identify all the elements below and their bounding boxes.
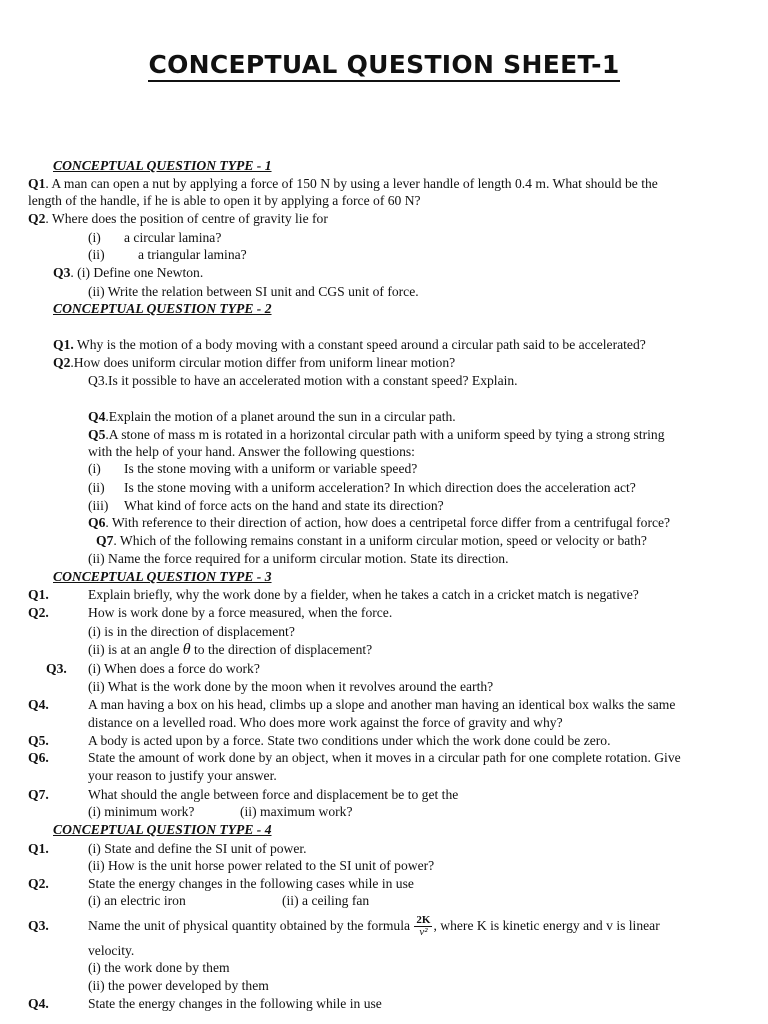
type4-q2-i: (i) an electric iron (88, 893, 186, 908)
section-heading-type-2: CONCEPTUAL QUESTION TYPE - 2 (53, 301, 272, 316)
type2-q4: Q4.Explain the motion of a planet around the sun in a circular path. (88, 409, 456, 424)
type3-q1-num: Q1. (28, 587, 49, 602)
type4-q4-num: Q4. (28, 996, 49, 1011)
section-heading-type-1: CONCEPTUAL QUESTION TYPE - 1 (53, 158, 272, 173)
type4-q1-ii: (ii) How is the unit horse power related to the SI unit of power? (88, 858, 435, 873)
type1-q2: Q2. Where does the position of centre of gravity lie for (28, 211, 328, 226)
type2-q5-ii-num: (ii) (88, 480, 105, 495)
type4-q1-num: Q1. (28, 841, 49, 856)
type4-q2-ii: (ii) a ceiling fan (282, 893, 370, 908)
type2-q1: Q1. Why is the motion of a body moving with a constant speed around a circular path said to be accelerated? (53, 337, 646, 352)
type3-q2-i: (i) is in the direction of displacement? (88, 624, 295, 639)
type3-q6-num: Q6. (28, 750, 49, 765)
type3-q4: A man having a box on his head, climbs up a slope and another man having an identical box walks the same (88, 697, 676, 712)
type4-q3-i: (i) the work done by them (88, 960, 230, 975)
type1-q2-i-num: (i) (88, 230, 101, 245)
type2-q5-i: Is the stone moving with a uniform or variable speed? (124, 461, 418, 476)
page-title: CONCEPTUAL QUESTION SHEET-1 (0, 50, 768, 79)
type1-q1: Q1. A man can open a nut by applying a force of 150 N by using a lever handle of length 0.4 m. What should be the (28, 176, 658, 191)
type3-q5: A body is acted upon by a force. State two conditions under which the work done could be zero. (88, 733, 611, 748)
type1-q2-ii: a triangular lamina? (138, 247, 247, 262)
type3-q7-ii: (ii) maximum work? (240, 804, 353, 819)
type3-q7-i: (i) minimum work? (88, 804, 195, 819)
type1-q1-cont: length of the handle, if he is able to open it by applying a force of 60 N? (28, 193, 421, 208)
type3-q3-i: (i) When does a force do work? (88, 661, 260, 676)
type4-q2: State the energy changes in the following cases while in use (88, 876, 414, 891)
type3-q7-num: Q7. (28, 787, 49, 802)
formula-fraction: $\frac{2K}{\text{v²}}$ (416, 914, 431, 939)
type2-q7-ii: (ii) Name the force required for a uniform circular motion. State its direction. (88, 551, 509, 566)
type2-q5-cont: with the help of your hand. Answer the following questions: (88, 444, 415, 459)
type3-q2-ii: (ii) is at an angle θ to the direction of displacement? (88, 641, 373, 658)
type4-q3-ii: (ii) the power developed by them (88, 978, 269, 993)
type3-q2: How is work done by a force measured, when the force. (88, 605, 393, 620)
type2-q5-i-num: (i) (88, 461, 101, 476)
type4-q3: Name the unit of physical quantity obtained by the formula $\frac{2K}{\text{v²}}$ , where K is kinetic energy and v is linear (88, 914, 660, 939)
type1-q2-i: a circular lamina? (124, 230, 222, 245)
type1-q3: Q3. (i) Define one Newton. (53, 265, 204, 280)
type1-q2-ii-num: (ii) (88, 247, 105, 262)
type4-q3-cont: velocity. (88, 943, 135, 958)
type2-q5-iii-num: (iii) (88, 498, 109, 513)
type3-q4-cont: distance on a levelled road. Who does more work against the force of gravity and why? (88, 715, 563, 730)
type2-q5-iii: What kind of force acts on the hand and state its direction? (124, 498, 444, 513)
theta-symbol: θ (182, 641, 191, 658)
type1-q3-ii: (ii) Write the relation between SI unit and CGS unit of force. (88, 284, 419, 299)
type2-q5-ii: Is the stone moving with a uniform acceleration? In which direction does the acceleration act? (124, 480, 636, 495)
type3-q3-num: Q3. (46, 661, 67, 676)
section-heading-type-3: CONCEPTUAL QUESTION TYPE - 3 (53, 569, 272, 584)
type3-q5-num: Q5. (28, 733, 49, 748)
type2-q3: Q3.Is it possible to have an accelerated motion with a constant speed? Explain. (88, 373, 518, 388)
type4-q2-num: Q2. (28, 876, 49, 891)
type3-q6: State the amount of work done by an object, when it moves in a circular path for one complete rotation. Give (88, 750, 681, 765)
type3-q4-num: Q4. (28, 697, 49, 712)
type3-q6-cont: your reason to justify your answer. (88, 768, 277, 783)
type3-q3-ii: (ii) What is the work done by the moon when it revolves around the earth? (88, 679, 494, 694)
type2-q6: Q6. With reference to their direction of action, how does a centripetal force differ from a centrifugal force? (88, 515, 671, 530)
type3-q7: What should the angle between force and displacement be to get the (88, 787, 459, 802)
type4-q3-num: Q3. (28, 918, 49, 933)
type3-q1: Explain briefly, why the work done by a fielder, when he takes a catch in a cricket match is negative? (88, 587, 639, 602)
type2-q2: Q2.How does uniform circular motion differ from uniform linear motion? (53, 355, 456, 370)
type4-q4: State the energy changes in the following while in use (88, 996, 382, 1011)
type4-q1-i: (i) State and define the SI unit of power. (88, 841, 307, 856)
type3-q2-num: Q2. (28, 605, 49, 620)
type2-q5: Q5.A stone of mass m is rotated in a horizontal circular path with a uniform speed by tying a strong string (88, 427, 665, 442)
section-heading-type-4: CONCEPTUAL QUESTION TYPE - 4 (53, 822, 272, 837)
type2-q7: Q7. Which of the following remains constant in a uniform circular motion, speed or velocity or bath? (96, 533, 647, 548)
